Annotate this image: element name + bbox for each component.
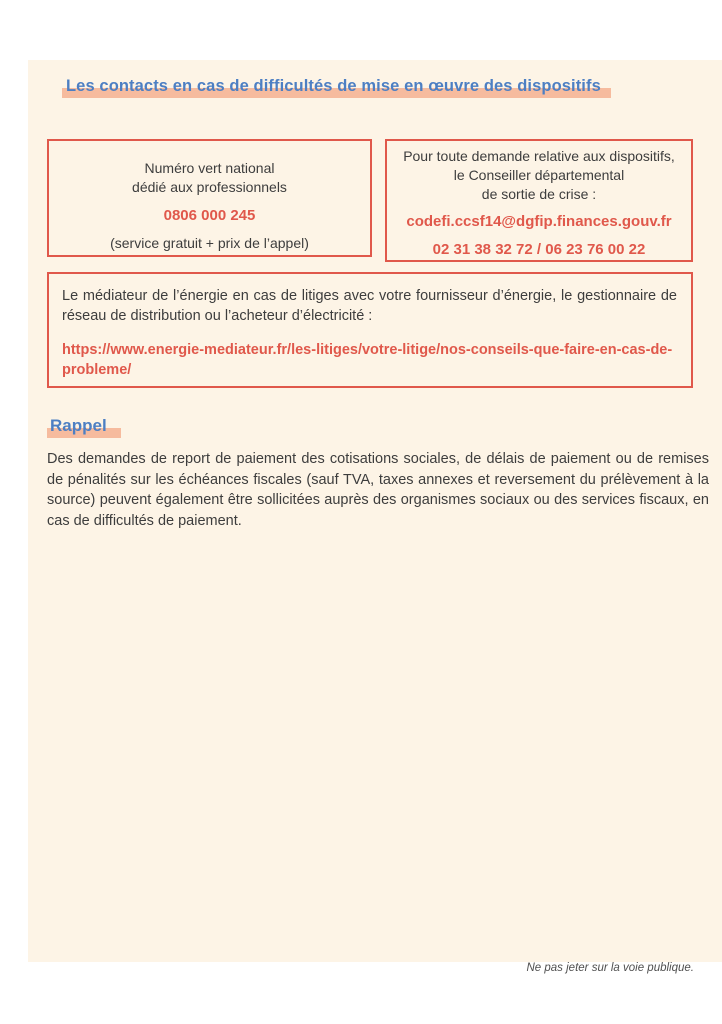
mediateur-box [47,272,693,388]
section-title-text: Les contacts en cas de difficultés de mise en œuvre des dispositifs [62,77,611,98]
flyer-sheet [28,60,722,962]
mediateur-url-link[interactable]: https://www.energie-mediateur.fr/les-litiges/votre-litige/nos-conseils-que-faire-en-cas-de-probleme/ [62,342,673,378]
conseiller-box [385,139,693,262]
national-phone-note: (service gratuit + prix de l’appel) [110,235,309,251]
national-number-line1: Numéro vert national [144,160,275,176]
section-title [62,77,611,96]
conseiller-phone-numbers: 02 31 38 32 72 / 06 23 76 00 22 [432,241,646,258]
footer-note: Ne pas jeter sur la voie publique. [526,962,694,974]
conseiller-intro-line2: le Conseiller départemental [453,167,625,183]
rappel-heading-text: Rappel [47,416,121,438]
rappel-paragraph: Des demandes de report de paiement des cotisations sociales, de délais de paiement ou de remises de pénalités sur les échéances fiscales (sauf TVA, taxes annexes et reversement du prélèvement à la source) peuvent également être sollicitées auprès des organismes sociaux ou des services fiscaux, en cas de difficultés de paiement. [47,451,709,529]
conseiller-email-link[interactable]: codefi.ccsf14@dgfip.finances.gouv.fr [406,213,672,230]
contact-boxes-row [47,139,693,262]
conseiller-intro-line1: Pour toute demande relative aux dispositifs, [403,148,675,164]
national-number-line2: dédié aux professionnels [132,179,287,195]
national-number-box [47,139,372,257]
national-phone-number: 0806 000 245 [163,207,256,224]
conseiller-intro-line3: de sortie de crise : [481,186,597,202]
mediateur-text: Le médiateur de l’énergie en cas de litiges avec votre fournisseur d’énergie, le gestionnaire de réseau de distribution ou l’acheteur d’électricité : [62,288,677,324]
rappel-heading [47,416,121,436]
